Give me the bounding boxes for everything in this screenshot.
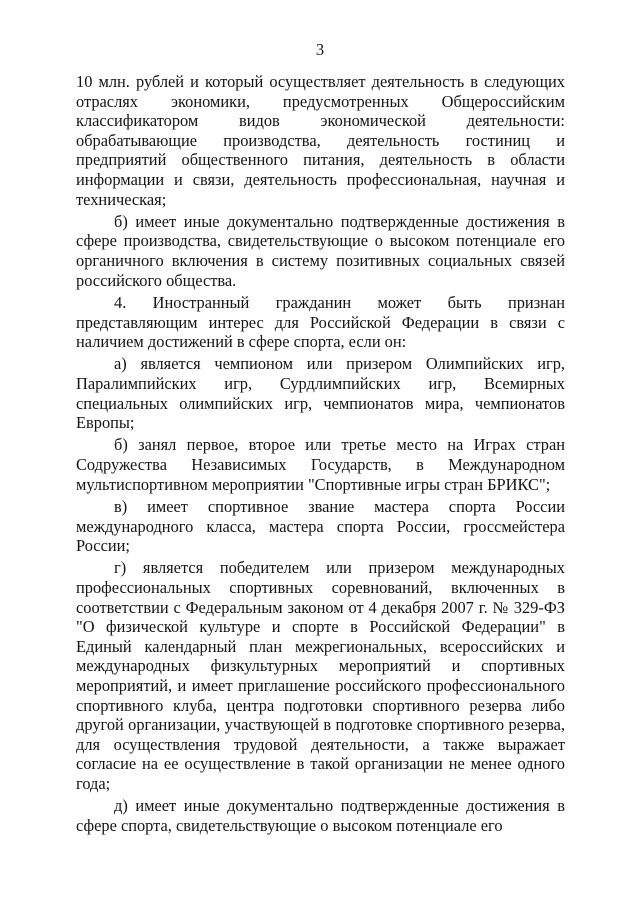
paragraph-clause-4: 4. Иностранный гражданин может быть признан представляющим интерес для Российской Федерации в связи с наличием достижений в сфере спорта, если он:	[76, 292, 565, 352]
document-body	[76, 72, 565, 838]
paragraph-item-g-sport: г) является победителем или призером международных профессиональных спортивных соревнований, включенных в соответствии с Федеральным законом от 4 декабря 2007 г. № 329-ФЗ "О физической культуре и спорте в Российской Федерации" в Единый календарный план межрегиональных, всероссийских и международных физкультурных мероприятий и спортивных мероприятий, и имеет приглашение российского профессионального спортивного клуба, центра подготовки спортивного резерва либо другой организации, участвующей в подготовке спортивного резерва, для осуществления трудовой деятельности, а также выражает согласие на ее осуществление в такой организации не менее одного года;	[76, 558, 565, 793]
page-number: 3	[315, 40, 325, 59]
paragraph-item-a-sport: а) является чемпионом или призером Олимпийских игр, Паралимпийских игр, Сурдлимпийских игр, Всемирных специальных олимпийских игр, чемпионатов мира, чемпионатов Европы;	[76, 354, 565, 433]
paragraph-continuation: 10 млн. рублей и который осуществляет деятельность в следующих отраслях экономики, предусмотренных Общероссийским классификатором видов экономической деятельности: обрабатывающие производства, деятельность гостиниц и предприятий общественного питания, деятельность в области информации и связи, деятельность профессиональная, научная и техническая;	[76, 72, 565, 209]
paragraph-item-d-sport: д) имеет иные документально подтвержденные достижения в сфере спорта, свидетельствующие о высоком потенциале его	[76, 796, 565, 835]
paragraph-item-b-production: б) имеет иные документально подтвержденные достижения в сфере производства, свидетельствующие о высоком потенциале его органичного включения в систему позитивных социальных связей российского общества.	[76, 211, 565, 290]
paragraph-item-b-sport: б) занял первое, второе или третье место на Играх стран Содружества Независимых Государств, в Международном мультиспортивном мероприятии "Спортивные игры стран БРИКС";	[76, 435, 565, 494]
paragraph-item-v-sport: в) имеет спортивное звание мастера спорта России международного класса, мастера спорта России, гроссмейстера России;	[76, 496, 565, 556]
